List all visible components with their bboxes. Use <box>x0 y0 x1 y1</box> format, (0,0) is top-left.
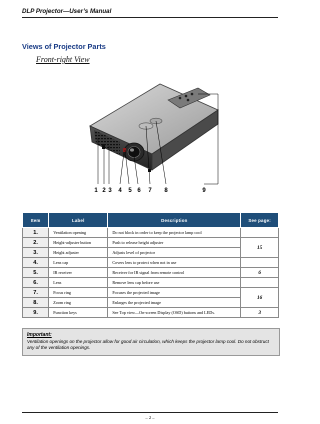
row-item: 9. <box>23 308 49 318</box>
row-label: Ventilation opening <box>49 228 108 238</box>
row-description: See Top view—On-screen Display (OSD) buttons and LEDs. <box>108 308 241 318</box>
callout-3: 3 <box>108 188 112 194</box>
note-text: Ventilation openings on the projector allow for good air circulation, which keeps the projector lamp cool. Do not obstruct any of the ventilation openings. <box>27 338 269 350</box>
row-item: 5. <box>23 268 49 278</box>
row-see-page: 3 <box>241 308 279 318</box>
footer-rule <box>22 412 278 413</box>
table-row <box>23 298 279 308</box>
row-label: Lens cap <box>49 258 108 268</box>
row-description: Do not block in order to keep the projector lamp cool <box>108 228 241 238</box>
row-item: 7. <box>23 288 49 298</box>
page-number: – 2 – <box>145 415 155 420</box>
row-see-page: 16 <box>241 288 279 308</box>
row-see-page: 15 <box>241 238 279 258</box>
row-item: 1. <box>23 228 49 238</box>
table-row <box>23 248 279 258</box>
callout-1: 1 <box>94 188 98 194</box>
callout-9: 9 <box>202 188 206 194</box>
callout-4: 4 <box>118 188 122 194</box>
row-see <box>241 228 279 238</box>
callout-8: 8 <box>164 188 168 194</box>
row-description: Receiver for IR signal from remote control <box>108 268 241 278</box>
table-row <box>23 258 279 268</box>
lens-glass <box>128 147 140 158</box>
row-label: Height adjuster <box>49 248 108 258</box>
table-row <box>23 228 279 238</box>
row-see <box>241 258 279 268</box>
header-rule <box>22 17 278 18</box>
row-description: Push to release height adjuster <box>108 238 241 248</box>
sub-title: Front-right View <box>36 55 90 64</box>
row-description: Focuses the projected image <box>108 288 241 298</box>
row-item: 6. <box>23 278 49 288</box>
col-label: Label <box>49 213 108 228</box>
col-see-page: See page: <box>241 213 279 228</box>
parts-table <box>22 212 279 318</box>
callout-6: 6 <box>137 188 141 194</box>
ir-receiver <box>123 148 126 152</box>
row-description: Enlarges the projected image <box>108 298 241 308</box>
row-description: Adjusts level of projector <box>108 248 241 258</box>
note-title: Important: <box>27 332 52 338</box>
table-header-row <box>23 213 279 228</box>
row-description: Remove lens cap before use <box>108 278 241 288</box>
col-description: Description <box>108 213 241 228</box>
callout-2: 2 <box>102 188 106 194</box>
row-label: Function keys <box>49 308 108 318</box>
table-row <box>23 268 279 278</box>
table-row <box>23 238 279 248</box>
row-label: Zoom ring <box>49 298 108 308</box>
row-label: IR receiver <box>49 268 108 278</box>
row-see-page: 6 <box>241 268 279 278</box>
row-item: 4. <box>23 258 49 268</box>
section-title: Views of Projector Parts <box>22 42 106 51</box>
table-row <box>23 288 279 298</box>
table-row <box>23 278 279 288</box>
callout-7: 7 <box>148 188 152 194</box>
row-label: Lens <box>49 278 108 288</box>
col-item: Item <box>23 213 49 228</box>
row-item: 3. <box>23 248 49 258</box>
row-label: Height-adjuster button <box>49 238 108 248</box>
projector-illustration <box>68 66 228 204</box>
row-item: 8. <box>23 298 49 308</box>
row-description: Covers lens to protect when not in use <box>108 258 241 268</box>
row-label: Focus ring <box>49 288 108 298</box>
height-adjuster <box>102 144 105 149</box>
table-row <box>23 308 279 318</box>
important-note <box>22 328 280 356</box>
row-item: 2. <box>23 238 49 248</box>
callout-5: 5 <box>128 188 132 194</box>
row-see <box>241 278 279 288</box>
running-header: DLP Projector—User’s Manual <box>22 8 112 15</box>
